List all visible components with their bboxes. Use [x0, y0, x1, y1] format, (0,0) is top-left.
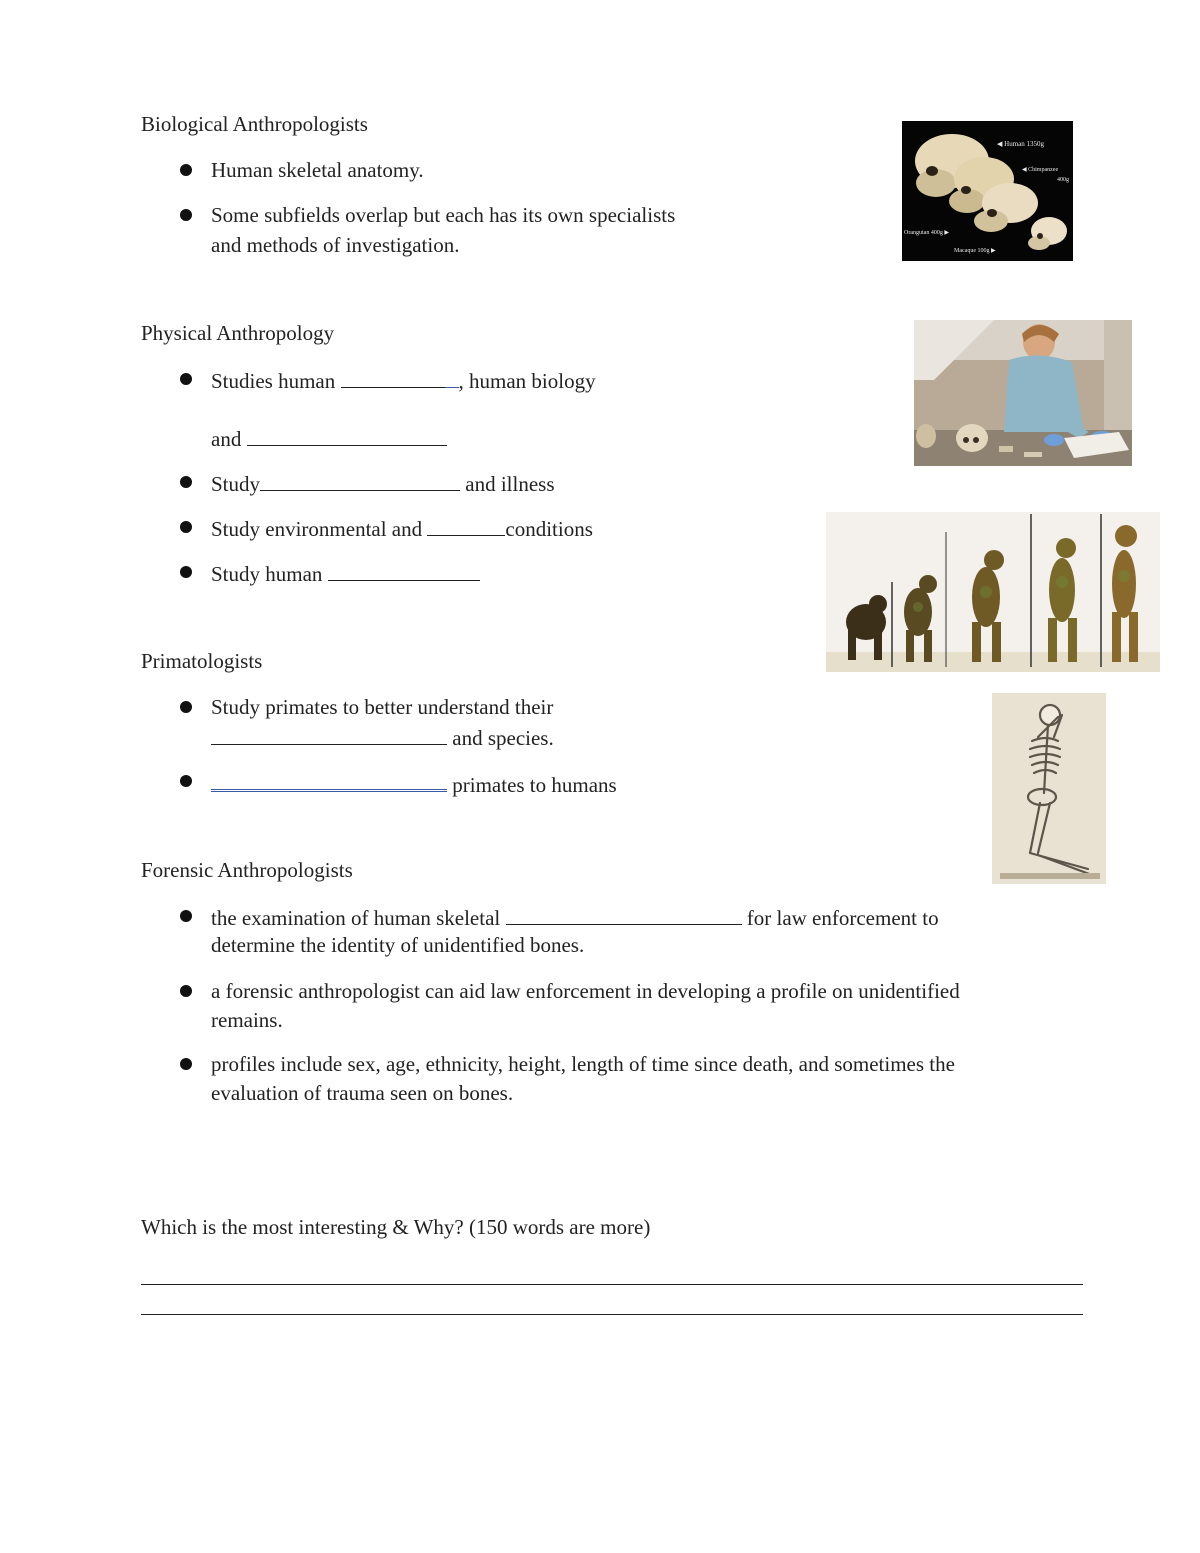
- skull-label: 400g: [1057, 177, 1069, 183]
- fill-blank[interactable]: [247, 425, 447, 446]
- fill-blank[interactable]: [506, 904, 742, 925]
- text: Study environmental and: [211, 517, 428, 541]
- question-prompt: Which is the most interesting & Why? (150 words are more): [141, 1215, 651, 1239]
- bullet-text-continued: evaluation of trauma seen on bones.: [211, 1081, 514, 1105]
- skull-label: ◀ Chimpanzee: [1022, 167, 1059, 173]
- bullet-dot: [180, 521, 192, 533]
- text: and illness: [460, 472, 555, 496]
- bullet-text: a forensic anthropologist can aid law enforcement in developing a profile on unidentified: [211, 979, 960, 1003]
- text: and species.: [447, 726, 554, 750]
- text: the examination of human skeletal: [211, 906, 506, 930]
- bullet-text-continued: and methods of investigation.: [211, 233, 460, 257]
- bullet-dot: [180, 775, 192, 787]
- skull-label: ◀ Human 1350g: [997, 140, 1044, 148]
- fill-blank[interactable]: [328, 560, 480, 581]
- text: for law enforcement to: [741, 906, 939, 930]
- text: conditions: [505, 517, 593, 541]
- bullet-text: [211, 470, 555, 497]
- bullet-text: Human skeletal anatomy.: [211, 158, 424, 182]
- skeleton-illustration: [992, 693, 1106, 884]
- text: , human biology: [458, 369, 596, 393]
- bullet-text-continued: remains.: [211, 1008, 283, 1032]
- answer-line[interactable]: [141, 1284, 1083, 1285]
- evolution-illustration: [826, 512, 1160, 672]
- skull-comparison-image: [902, 121, 1073, 261]
- bullet-dot: [180, 566, 192, 578]
- skull-label: Macaque 100g ▶: [954, 248, 996, 254]
- researcher-photo: [914, 320, 1132, 466]
- fill-blank[interactable]: [427, 515, 505, 536]
- fill-blank[interactable]: [260, 470, 460, 491]
- section-heading-physical: Physical Anthropology: [141, 321, 335, 345]
- fill-blank[interactable]: [341, 367, 445, 388]
- bullet-text: [211, 367, 596, 394]
- answer-line[interactable]: [141, 1314, 1083, 1315]
- fill-blank[interactable]: [211, 724, 447, 745]
- text: Study human: [211, 562, 328, 586]
- bullet-dot: [180, 910, 192, 922]
- bullet-dot: [180, 1058, 192, 1070]
- bullet-text: Study primates to better understand their: [211, 695, 554, 719]
- bullet-dot: [180, 164, 192, 176]
- bullet-dot: [180, 373, 192, 385]
- bullet-text: [211, 560, 480, 587]
- researcher-illustration: [914, 320, 1132, 466]
- bullet-text-continued: [211, 425, 447, 452]
- bullet-text: [211, 769, 617, 798]
- bullet-dot: [180, 476, 192, 488]
- fill-blank-end[interactable]: [445, 367, 459, 388]
- skull-label: Orangutan 400g ▶: [904, 230, 949, 236]
- fill-blank[interactable]: [211, 769, 447, 792]
- text: Study: [211, 472, 261, 496]
- skull-illustration: [902, 121, 1073, 261]
- bullet-text-continued: [211, 724, 554, 751]
- bullet-text: Some subfields overlap but each has its own specialists: [211, 203, 676, 227]
- section-heading-primatologists: Primatologists: [141, 649, 263, 673]
- text: primates to humans: [447, 773, 617, 797]
- bullet-text-continued: determine the identity of unidentified bones.: [211, 933, 585, 957]
- bullet-dot: [180, 209, 192, 221]
- bullet-text: profiles include sex, age, ethnicity, height, length of time since death, and sometimes the: [211, 1052, 955, 1076]
- bullet-dot: [180, 985, 192, 997]
- bullet-text: [211, 904, 939, 931]
- text: and: [211, 427, 247, 451]
- section-heading-biological: Biological Anthropologists: [141, 112, 368, 136]
- bullet-text: [211, 515, 593, 542]
- human-evolution-image: [826, 512, 1160, 672]
- section-heading-forensic: Forensic Anthropologists: [141, 858, 353, 882]
- text: Studies human: [211, 369, 341, 393]
- kneeling-skeleton-image: [992, 693, 1106, 884]
- bullet-dot: [180, 701, 192, 713]
